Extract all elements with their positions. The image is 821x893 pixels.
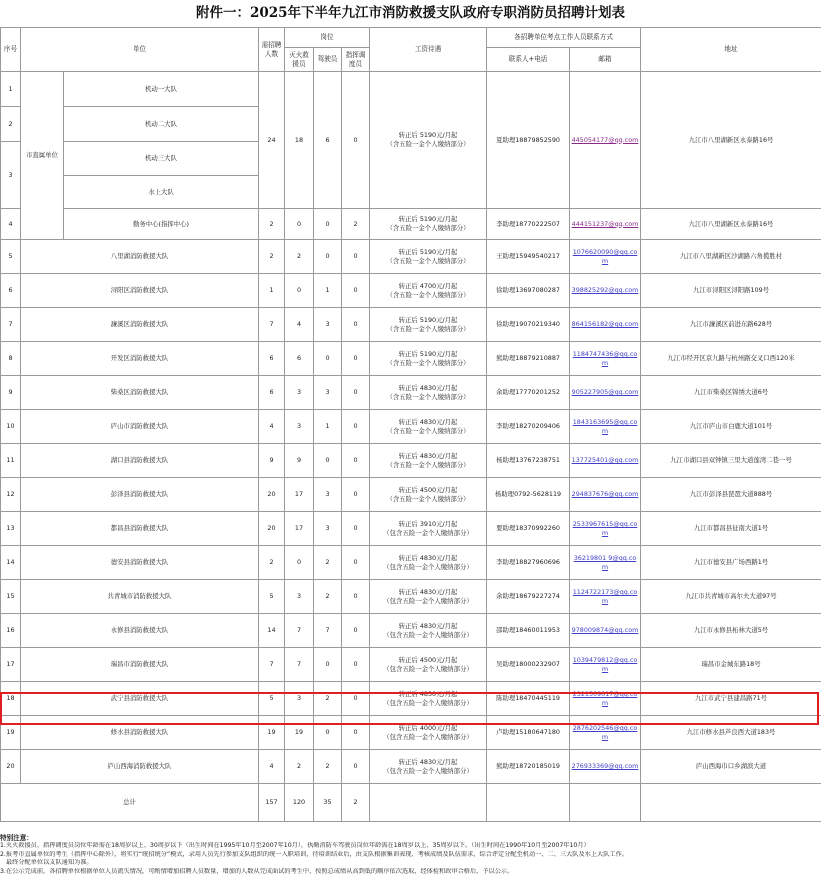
total-blank (570, 784, 641, 822)
row-seq: 1 (1, 72, 21, 107)
salary-note: （含五险一金个人缴纳部分） (386, 224, 470, 232)
row-address: 九江市彭泽县琵琶大道888号 (641, 478, 821, 512)
row-dispatch: 0 (342, 580, 370, 614)
row-unit: 德安县消防救援大队 (21, 546, 259, 580)
row-email[interactable] (570, 750, 641, 784)
row-address: 九江市八里湖新区沙湖路六角揽胜村 (641, 240, 821, 274)
row-need: 7 (259, 308, 285, 342)
email-link[interactable]: 905227905@qq.com (571, 388, 639, 397)
row-unit: 濂溪区消防救援大队 (21, 308, 259, 342)
row-dispatch: 0 (342, 444, 370, 478)
row-fire: 4 (285, 308, 314, 342)
table-row (1, 614, 821, 648)
row-driver: 2 (314, 580, 342, 614)
salary-line: 转正后 4830元/月起 (398, 587, 458, 596)
row-seq: 20 (1, 750, 21, 784)
row-dispatch: 0 (342, 512, 370, 546)
email-link[interactable]: 1843163695@qq.com (572, 417, 638, 435)
row-contact: 余助理17770201252 (487, 376, 570, 410)
row-address: 九江市柴桑区锦绣大道6号 (641, 376, 821, 410)
row-salary (370, 580, 487, 614)
row-email[interactable] (570, 240, 641, 274)
group-driver: 6 (314, 72, 342, 209)
row-address: 九江市八里湖新区永泰路16号 (641, 209, 821, 240)
salary-line: 转正后 4700元/月起 (398, 281, 458, 290)
row-dispatch: 0 (342, 274, 370, 308)
table-row (1, 209, 821, 240)
email-link[interactable]: 978009874@qq.com (571, 626, 639, 635)
salary-line: 转正后 3910元/月起 (398, 519, 458, 528)
row-dispatch: 0 (342, 308, 370, 342)
total-dispatch: 2 (342, 784, 370, 822)
row-fire: 19 (285, 716, 314, 750)
row-unit: 湖口县消防救援大队 (21, 444, 259, 478)
email-link[interactable]: 2321509017@qq.com (572, 689, 638, 707)
salary-note: （含五险一金个人缴纳部分） (386, 358, 470, 367)
row-fire: 3 (285, 682, 314, 716)
row-salary (370, 478, 487, 512)
row-email[interactable] (570, 209, 641, 240)
row-unit: 共青城市消防救援大队 (21, 580, 259, 614)
row-address: 九江市湖口县双钟镇三里大道莲湾二巷一号 (641, 444, 821, 478)
row-email[interactable] (570, 376, 641, 410)
row-driver: 0 (314, 342, 342, 376)
row-fire: 7 (285, 648, 314, 682)
row-contact: 徐助理13697080287 (487, 274, 570, 308)
row-driver: 3 (314, 308, 342, 342)
salary-line: 转正后 4830元/月起 (398, 451, 458, 460)
total-need: 157 (259, 784, 285, 822)
salary-line: 转正后 4830元/月起 (398, 689, 458, 698)
row-need: 4 (259, 410, 285, 444)
salary-note: （包含五险一金个人缴纳部分） (383, 596, 473, 605)
header-seq: 序号 (1, 28, 21, 72)
row-dispatch: 0 (342, 410, 370, 444)
row-seq: 14 (1, 546, 21, 580)
row-seq: 10 (1, 410, 21, 444)
row-seq: 3 (1, 142, 21, 209)
row-seq: 13 (1, 512, 21, 546)
row-dispatch: 0 (342, 716, 370, 750)
row-seq: 15 (1, 580, 21, 614)
row-need: 14 (259, 614, 285, 648)
row-seq: 8 (1, 342, 21, 376)
row-email[interactable] (570, 444, 641, 478)
row-need: 6 (259, 342, 285, 376)
email-link[interactable]: 445054177@qq.com (571, 135, 639, 144)
row-dispatch: 0 (342, 614, 370, 648)
row-email[interactable] (570, 580, 641, 614)
row-driver: 3 (314, 478, 342, 512)
row-salary (370, 546, 487, 580)
total-blank (370, 784, 487, 822)
email-link[interactable]: 137725401@qq.com (571, 456, 639, 465)
salary-note: （包含五险一金个人缴纳部分） (383, 664, 473, 673)
salary-line: 转正后 4500元/月起 (398, 485, 458, 494)
email-link[interactable]: 2876202546@qq.com (572, 723, 638, 741)
row-dispatch: 2 (342, 209, 370, 240)
salary-line: 转正后 4830元/月起 (398, 383, 458, 392)
notes-section (0, 834, 821, 876)
salary-line: 转正后 5190元/月起 (398, 349, 458, 358)
salary-line: 转正后 5190元/月起 (398, 247, 458, 256)
row-fire: 9 (285, 444, 314, 478)
row-unit: 八里湖消防救援大队 (21, 240, 259, 274)
row-dispatch: 0 (342, 240, 370, 274)
group-label: 市直属单位 (21, 72, 64, 240)
row-driver: 2 (314, 750, 342, 784)
recruitment-table (0, 27, 821, 822)
row-contact: 徐助理19070219340 (487, 308, 570, 342)
row-email[interactable] (570, 512, 641, 546)
salary-note: （包含五险一金个人缴纳部分） (383, 766, 473, 775)
row-email[interactable] (570, 342, 641, 376)
row-salary (370, 274, 487, 308)
row-contact: 王助理15949540217 (487, 240, 570, 274)
row-seq: 18 (1, 682, 21, 716)
total-driver: 35 (314, 784, 342, 822)
header-salary: 工资待遇 (370, 28, 487, 72)
table-row (1, 342, 821, 376)
row-need: 20 (259, 478, 285, 512)
group-email[interactable] (570, 72, 641, 209)
total-fire: 120 (285, 784, 314, 822)
header-unit: 单位 (21, 28, 259, 72)
row-dispatch: 0 (342, 546, 370, 580)
row-salary (370, 376, 487, 410)
row-fire: 3 (285, 376, 314, 410)
table-row (1, 716, 821, 750)
row-dispatch: 0 (342, 478, 370, 512)
row-contact: 吴助理18000232907 (487, 648, 570, 682)
salary-note: （含五险一金个人缴纳部分） (386, 426, 470, 435)
row-email[interactable] (570, 274, 641, 308)
row-contact: 熊助理18879210887 (487, 342, 570, 376)
salary-note: （含五险一金个人缴纳部分） (386, 494, 470, 503)
notes-heading: 特别注意： (0, 834, 33, 842)
row-dispatch: 0 (342, 376, 370, 410)
salary-note: （含五险一金个人缴纳部分） (386, 256, 470, 265)
row-contact: 杨助理0792-5628119 (487, 478, 570, 512)
row-seq: 16 (1, 614, 21, 648)
group-contact: 夏助理18879852590 (487, 72, 570, 209)
header-post-driver: 驾驶员 (314, 48, 342, 72)
row-email[interactable] (570, 648, 641, 682)
table-row (1, 580, 821, 614)
salary-note: （包含五险一金个人缴纳部分） (383, 630, 473, 639)
salary-line: 转正后 5190元/月起 (398, 131, 458, 140)
row-contact: 卢助理15180647180 (487, 716, 570, 750)
row-fire: 7 (285, 614, 314, 648)
row-driver: 7 (314, 614, 342, 648)
row-unit: 永修县消防救援大队 (21, 614, 259, 648)
header-posts: 岗位 (285, 28, 370, 48)
email-link[interactable]: 864156182@qq.com (571, 320, 639, 329)
row-contact: 熊助理18720185019 (487, 750, 570, 784)
row-driver: 0 (314, 716, 342, 750)
row-driver: 3 (314, 512, 342, 546)
row-address: 九江市德安县广场西路1号 (641, 546, 821, 580)
table-row (1, 478, 821, 512)
email-link[interactable]: 398825292@qq.com (571, 286, 639, 295)
row-salary (370, 209, 487, 240)
row-seq: 19 (1, 716, 21, 750)
row-email[interactable] (570, 410, 641, 444)
row-need: 20 (259, 512, 285, 546)
email-link[interactable]: 444151237@qq.com (571, 219, 639, 228)
email-link[interactable]: 1039479812@qq.com (572, 655, 638, 673)
row-need: 2 (259, 209, 285, 240)
salary-note: （含五险一金个人缴纳部分） (386, 460, 470, 469)
row-dispatch: 0 (342, 342, 370, 376)
row-seq: 5 (1, 240, 21, 274)
row-need: 19 (259, 716, 285, 750)
salary-line: 转正后 4000元/月起 (398, 723, 458, 732)
row-salary (370, 614, 487, 648)
group-salary (370, 72, 487, 209)
row-unit: 机动三大队 (64, 142, 259, 176)
row-seq: 12 (1, 478, 21, 512)
row-salary (370, 716, 487, 750)
row-need: 2 (259, 240, 285, 274)
salary-line: 转正后 5190元/月起 (398, 215, 458, 224)
row-address: 庐山西海巾口乡湖滨大道 (641, 750, 821, 784)
row-email[interactable] (570, 614, 641, 648)
row-fire: 2 (285, 750, 314, 784)
header-address: 地址 (641, 28, 821, 72)
table-row (1, 410, 821, 444)
salary-line: 转正后 4830元/月起 (398, 621, 458, 630)
row-need: 1 (259, 274, 285, 308)
salary-note: （含五险一金个人缴纳部分） (386, 324, 470, 333)
salary-note: （包含五险一金个人缴纳部分） (383, 732, 473, 741)
row-email[interactable] (570, 682, 641, 716)
row-driver: 1 (314, 274, 342, 308)
row-fire: 0 (285, 209, 314, 240)
row-seq: 9 (1, 376, 21, 410)
row-unit: 修水县消防救援大队 (21, 716, 259, 750)
row-fire: 0 (285, 274, 314, 308)
row-email[interactable] (570, 716, 641, 750)
row-unit: 彭泽县消防救援大队 (21, 478, 259, 512)
row-need: 7 (259, 648, 285, 682)
row-contact: 李助理18270209406 (487, 410, 570, 444)
row-fire: 6 (285, 342, 314, 376)
page-title: 附件一：2025年下半年九江市消防救援支队政府专职消防员招聘计划表 (195, 5, 626, 21)
header-email: 邮箱 (570, 48, 641, 72)
salary-note: （含五险一金个人缴纳部分） (386, 290, 470, 299)
row-driver: 3 (314, 376, 342, 410)
row-address: 九江市经开区京九路与杭州路交叉口西120米 (641, 342, 821, 376)
row-salary (370, 410, 487, 444)
header-post-fire: 灭火救援员 (285, 48, 314, 72)
row-driver: 0 (314, 648, 342, 682)
header-contact-person: 联系人+电话 (487, 48, 570, 72)
header-post-dispatch: 指挥调度员 (342, 48, 370, 72)
row-contact: 邵助理18460011953 (487, 614, 570, 648)
row-contact: 李助理18770222507 (487, 209, 570, 240)
row-seq: 6 (1, 274, 21, 308)
row-driver: 2 (314, 546, 342, 580)
group-fire: 18 (285, 72, 314, 209)
row-need: 2 (259, 546, 285, 580)
row-fire: 2 (285, 240, 314, 274)
total-label: 总计 (1, 784, 259, 822)
table-row (1, 72, 821, 107)
salary-note: （包含五险一金个人缴纳部分） (383, 562, 473, 571)
group-dispatch: 0 (342, 72, 370, 209)
row-unit: 武宁县消防救援大队 (21, 682, 259, 716)
row-driver: 0 (314, 209, 342, 240)
row-dispatch: 0 (342, 682, 370, 716)
table-row (1, 546, 821, 580)
salary-line: 转正后 5190元/月起 (398, 315, 458, 324)
row-salary (370, 444, 487, 478)
email-link[interactable]: 1076620090@qq.com (572, 247, 638, 265)
email-link[interactable]: 1184747436@qq.com (572, 349, 638, 367)
row-fire: 3 (285, 580, 314, 614)
group-need: 24 (259, 72, 285, 209)
row-unit: 机动一大队 (64, 72, 259, 107)
table-row (1, 274, 821, 308)
row-salary (370, 512, 487, 546)
email-link[interactable]: 276933369@qq.com (571, 762, 639, 771)
header-contact-group: 各招聘单位考点工作人员联系方式 (487, 28, 641, 48)
table-row (1, 682, 821, 716)
row-seq: 2 (1, 107, 21, 142)
row-unit: 机动二大队 (64, 107, 259, 142)
row-seq: 4 (1, 209, 21, 240)
row-fire: 0 (285, 546, 314, 580)
table-row (1, 444, 821, 478)
note-line: 2.报考市直属单位的考生（指挥中心除外），将实行“统招统分”模式，录用人员先行参加支队组织的统一入职培训，待培训结业后，由支队根据集训表现、考核成绩及队伍需求，综合评定分配至机动一、二、三大队及水上大队工作。 (0, 850, 628, 858)
row-address: 九江市都昌县征南大道1号 (641, 512, 821, 546)
row-unit: 都昌县消防救援大队 (21, 512, 259, 546)
row-address: 九江市永修县柘林大道5号 (641, 614, 821, 648)
total-row (1, 784, 821, 822)
row-fire: 17 (285, 478, 314, 512)
table-row (1, 512, 821, 546)
row-seq: 11 (1, 444, 21, 478)
row-dispatch: 0 (342, 750, 370, 784)
salary-note: （包含五险一金个人缴纳部分） (383, 698, 473, 707)
row-salary (370, 648, 487, 682)
table-row (1, 308, 821, 342)
row-address: 九江市濂溪区前进东路628号 (641, 308, 821, 342)
row-seq: 17 (1, 648, 21, 682)
row-unit: 柴桑区消防救援大队 (21, 376, 259, 410)
row-contact: 要助理18370992260 (487, 512, 570, 546)
row-contact: 陈助理18470445119 (487, 682, 570, 716)
salary-line: 转正后 4830元/月起 (398, 757, 458, 766)
total-blank (487, 784, 570, 822)
salary-note: （包含五险一金个人缴纳部分） (383, 528, 473, 537)
salary-note: （含五险一金个人缴纳部分） (386, 140, 470, 148)
salary-note: （含五险一金个人缴纳部分） (386, 392, 470, 401)
email-link[interactable]: 1124722173@qq.com (572, 587, 638, 605)
salary-line: 转正后 4830元/月起 (398, 553, 458, 562)
row-salary (370, 750, 487, 784)
table-row (1, 376, 821, 410)
row-address: 九江市共青城市高尔夫大道97号 (641, 580, 821, 614)
row-unit: 庐山市消防救援大队 (21, 410, 259, 444)
row-salary (370, 682, 487, 716)
row-unit: 开发区消防救援大队 (21, 342, 259, 376)
row-email[interactable] (570, 478, 641, 512)
group-address: 九江市八里湖新区永泰路16号 (641, 72, 821, 209)
row-need: 6 (259, 376, 285, 410)
row-fire: 3 (285, 410, 314, 444)
row-email[interactable] (570, 308, 641, 342)
row-unit: 水上大队 (64, 176, 259, 209)
table-row (1, 240, 821, 274)
row-salary (370, 308, 487, 342)
row-need: 4 (259, 750, 285, 784)
row-driver: 1 (314, 410, 342, 444)
email-link[interactable]: 2533967615@qq.com (572, 519, 638, 537)
row-unit: 庐山西海消防救援大队 (21, 750, 259, 784)
row-address: 九江市修水县芦良西大道183号 (641, 716, 821, 750)
row-driver: 2 (314, 682, 342, 716)
row-driver: 0 (314, 240, 342, 274)
note-line: 1.灭火救援员、指挥调度员岗位年龄需在18周岁以上、30周岁以下（出生时间在1995年10月至2007年10月），执勤消防车驾驶员岗位年龄需在18周岁以上、35周岁以下。（出生时间在1990年10月至2007年10月） (0, 842, 590, 850)
salary-line: 转正后 4830元/月起 (398, 417, 458, 426)
row-unit: 勤务中心(指挥中心) (64, 209, 259, 240)
note-line: 最终分配单位以支队通知为准。 (6, 859, 93, 867)
row-need: 5 (259, 580, 285, 614)
row-contact: 余助理18679227274 (487, 580, 570, 614)
row-address: 九江市庐山市白鹿大道101号 (641, 410, 821, 444)
email-link[interactable]: 36219801 9@qq.com (573, 553, 637, 571)
row-seq: 7 (1, 308, 21, 342)
row-dispatch: 0 (342, 648, 370, 682)
row-address: 瑞昌市金城东路18号 (641, 648, 821, 682)
row-fire: 17 (285, 512, 314, 546)
row-driver: 0 (314, 444, 342, 478)
row-salary (370, 240, 487, 274)
row-salary (370, 342, 487, 376)
row-unit: 浔阳区消防救援大队 (21, 274, 259, 308)
row-address: 九江市浔阳区浔阳路109号 (641, 274, 821, 308)
total-blank (641, 784, 821, 822)
row-address: 九江市武宁县建昌路71号 (641, 682, 821, 716)
row-unit: 瑞昌市消防救援大队 (21, 648, 259, 682)
header-need: 需招聘人数 (259, 28, 285, 72)
row-contact: 李助理18827960696 (487, 546, 570, 580)
row-email[interactable] (570, 546, 641, 580)
table-row (1, 750, 821, 784)
row-need: 5 (259, 682, 285, 716)
row-need: 9 (259, 444, 285, 478)
email-link[interactable]: 294837676@qq.com (571, 490, 639, 499)
table-row (1, 648, 821, 682)
salary-line: 转正后 4500元/月起 (398, 655, 458, 664)
note-line: 3.在公示完成前，各招聘单位根据单位人员流失情况，可酌情增加招聘人员数量，增加的人数从完成面试的考生中，按照总成绩从高到低的顺序依次选取，经体检和政审合格后，予以公示。 (0, 867, 514, 875)
row-contact: 杨助理13767238751 (487, 444, 570, 478)
